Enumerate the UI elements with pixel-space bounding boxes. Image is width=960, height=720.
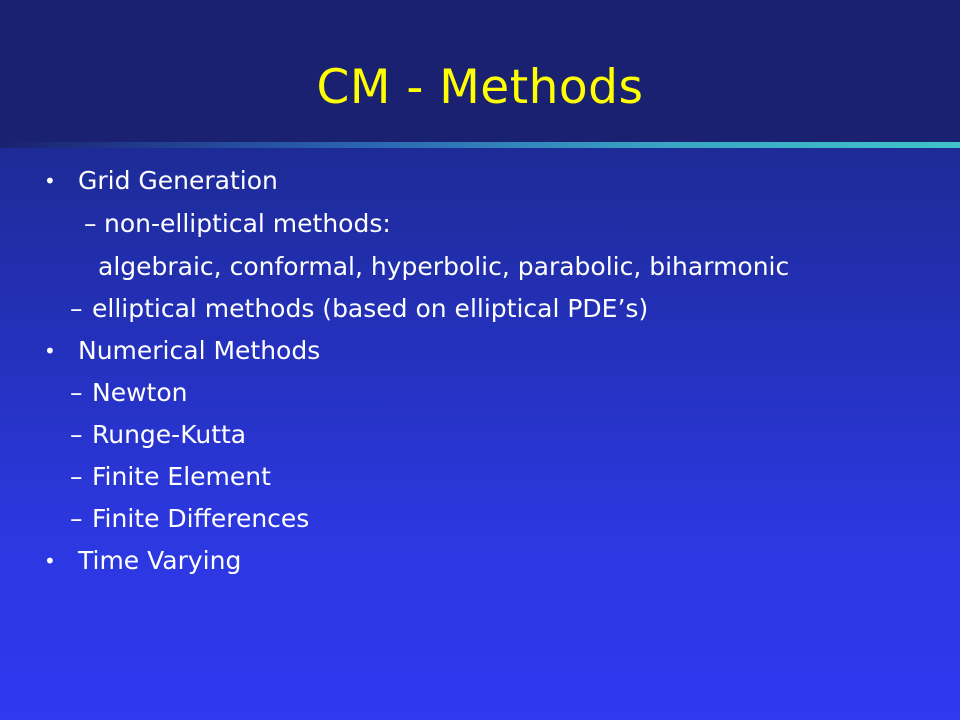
bullet-marker: • — [44, 339, 56, 363]
bullet-time-varying: Time Varying — [78, 546, 242, 575]
sub-item-detail-methods: algebraic, conformal, hyperbolic, parabolic, biharmonic — [98, 252, 790, 281]
dash-marker: – — [84, 209, 97, 238]
dash-marker: – — [70, 294, 83, 323]
bullet-marker: • — [44, 169, 56, 193]
sub-item-runge-kutta: Runge-Kutta — [92, 420, 247, 449]
bullet-marker: • — [44, 549, 56, 573]
dash-marker: – — [70, 420, 83, 449]
sub-item-elliptical: elliptical methods (based on elliptical PDE’s) — [92, 294, 649, 323]
dash-marker: – — [70, 504, 83, 533]
dash-marker: – — [70, 378, 83, 407]
title-divider — [0, 142, 960, 148]
sub-item-non-elliptical: non-elliptical methods: — [104, 209, 391, 238]
bullet-numerical-methods: Numerical Methods — [78, 336, 321, 365]
dash-marker: – — [70, 462, 83, 491]
bullet-grid-generation: Grid Generation — [78, 166, 278, 195]
sub-item-finite-differences: Finite Differences — [92, 504, 310, 533]
slide-title: CM - Methods — [316, 60, 644, 115]
sub-item-newton: Newton — [92, 378, 188, 407]
sub-item-finite-element: Finite Element — [92, 462, 271, 491]
